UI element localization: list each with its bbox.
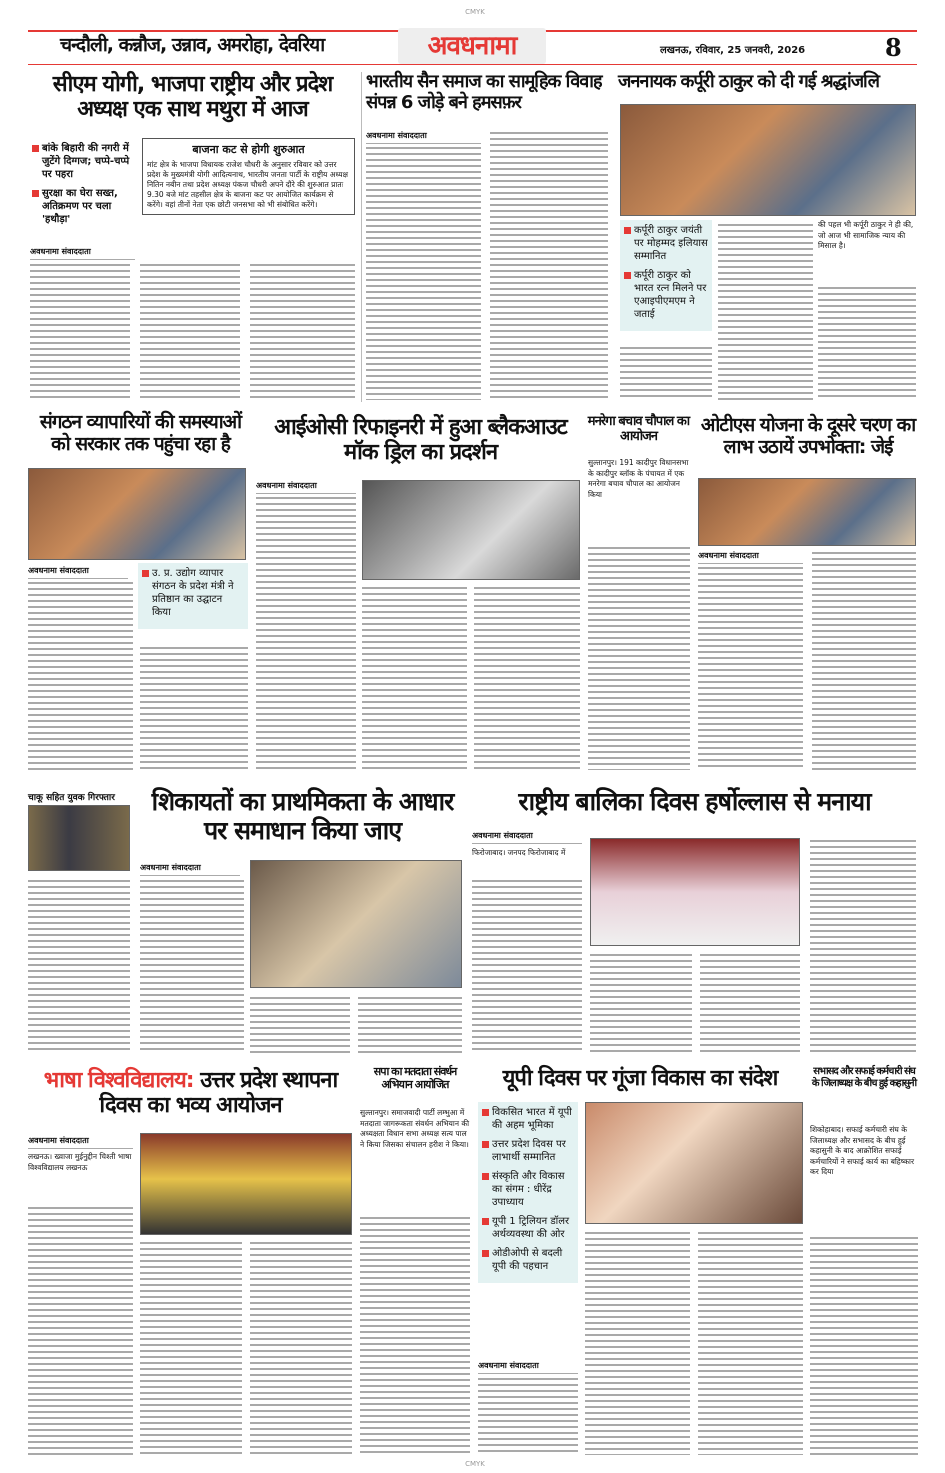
- headline-sapa: सपा का मतदाता संवर्धन अभियान आयोजित: [373, 1065, 457, 1091]
- headline-shikayat: शिकायतों का प्राथमिकता के आधार पर समाधान किया जाए: [151, 787, 454, 845]
- article-snippet: सुल्तानपुर। समाजवादी पार्टी लम्भुआ में मतदाता जागरूकता संवर्धन अभियान की अध्यक्षता विधान सभा अध्यक्ष सत्य पाल ने किया जिसका संचालन हरीश ने किया।: [360, 1108, 470, 1149]
- article-snippet: शिकोहाबाद। सफाई कर्मचारी संघ के जिलाध्यक्ष और सभासद के बीच हुई कहासुनी के बाद आक्रोशित सफाई कर्मचारियों ने सफाई कार्य का बहिष्कार कर दिया: [810, 1125, 915, 1176]
- article-body: [250, 262, 355, 398]
- headline-bhasha-university: [28, 1068, 353, 1119]
- bullets-up-diwas: [478, 1102, 578, 1283]
- article-body: [472, 878, 582, 1052]
- article-body: [810, 838, 916, 1052]
- byline: अवधनामा संवाददाता: [28, 1135, 133, 1149]
- dateline: लखनऊ, रविवार, 25 जनवरी, 2026: [660, 45, 806, 56]
- photo-arrest: [28, 805, 130, 871]
- photo-grievance-meeting: [250, 860, 462, 988]
- headline-black-part: उत्तर प्रदेश स्थापना दिवस का भव्य आयोजन: [99, 1068, 338, 1119]
- byline: अवधनामा संवाददाता: [472, 830, 582, 844]
- article-body: [366, 145, 481, 400]
- article-body: [362, 585, 467, 770]
- box-text: मांट क्षेत्र के भाजपा विधायक राजेश चौधरी के अनुसार रविवार को उत्तर प्रदेश के मुख्यमंत्री योगी आदित्यनाथ, भारतीय जनता पार्टी के राष्ट्रीय अध्यक्ष नितिन नबीन तथा प्रदेश अध्यक्ष पंकज चौधरी अपने दौरे की शुरुआत प्रातः 9.30 बजे मांट तहसील क्षेत्र के बाजना कट पर आयोजित कार्यक्रम से करेंगे। वहां तीनों नेता एक छोटी जनसभा को भी संबोधित करेंगे।: [147, 159, 349, 210]
- photo-girls-day: [590, 838, 800, 946]
- headline-ioc-mock-drill: आईओसी रिफाइनरी में हुआ ब्लैकआउट मॉक ड्रिल का प्रदर्शन: [274, 415, 567, 466]
- article-body: [490, 130, 608, 400]
- article-body: [590, 952, 692, 1052]
- headline-sain-samaj: भारतीय सैन समाज का सामूहिक विवाह संपन्न 6 जोड़े बने हमसफ़र: [366, 71, 602, 113]
- headline-chaku: चाकू सहित युवक गिरफ्तार: [28, 793, 115, 803]
- headline-manrega: मनरेगा बचाव चौपाल का आयोजन: [587, 414, 690, 444]
- bullet: कर्पूरी ठाकुर जयंती पर मोहम्मद इलियास सम्मानित: [624, 224, 708, 263]
- byline: अवधनामा संवाददाता: [698, 550, 803, 564]
- page-number: 8: [885, 33, 901, 62]
- article-body: [250, 995, 350, 1053]
- article-body: [140, 1240, 242, 1455]
- photo-ots-camp: [698, 478, 916, 546]
- article-body: [358, 995, 462, 1053]
- bullets-vyapari: [138, 563, 248, 629]
- article-body: [140, 878, 244, 1053]
- photo-mock-drill: [362, 480, 580, 580]
- article-body: [140, 645, 248, 770]
- article-body: [360, 1215, 470, 1455]
- article-snippet: फिरोजाबाद। जनपद फिरोजाबाद में: [472, 848, 566, 857]
- article-body: [585, 1230, 690, 1455]
- byline: अवधनामा संवाददाता: [478, 1360, 578, 1374]
- byline: अवधनामा संवाददाता: [256, 480, 356, 494]
- bullets-karpoori: [620, 220, 712, 331]
- cmyk-mark-top: CMYK: [465, 8, 485, 16]
- article-body: [256, 495, 356, 770]
- bullets-cm-yogi: [28, 138, 138, 236]
- photo-shop-inauguration: [28, 468, 246, 560]
- article-snippet: सुल्तानपुर। 191 कादीपुर विधानसभा के कादीपुर ब्लॉक के पंचायत में एक मनरेगा बचाव चौपाल का आयोजन किया: [588, 458, 689, 499]
- article-body: [698, 1230, 803, 1455]
- article-body: [588, 545, 690, 770]
- bullet: सुरक्षा का घेरा सख्त, अतिक्रमण पर चला 'हथौड़ा': [32, 187, 134, 226]
- header-rule-bottom: [28, 64, 917, 65]
- bullet: कर्पूरी ठाकुर को भारत रत्न मिलने पर एआइपीएमएम ने जताई: [624, 269, 708, 321]
- article-body: [812, 550, 916, 770]
- bullet: बांके बिहारी की नगरी में जुटेंगे दिग्गज; चप्पे-चप्पे पर पहरा: [32, 142, 134, 181]
- byline: अवधनामा संवाददाता: [366, 130, 481, 144]
- headline-up-diwas: यूपी दिवस पर गूंजा विकास का संदेश: [502, 1066, 778, 1091]
- byline: अवधनामा संवाददाता: [30, 246, 135, 260]
- byline: अवधनामा संवाददाता: [28, 565, 128, 579]
- article-body: [698, 565, 803, 770]
- article-body: [700, 952, 800, 1052]
- column-divider: [361, 72, 362, 402]
- logo: [398, 28, 546, 64]
- article-body: [478, 1376, 578, 1455]
- bullet: संस्कृति और विकास का संगम : धीरेंद्र उपाध्याय: [482, 1170, 574, 1209]
- byline: अवधनामा संवाददाता: [140, 862, 240, 876]
- bullet: उ. प्र. उद्योग व्यापार संगठन के प्रदेश मंत्री ने प्रतिष्ठान का उद्घाटन किया: [142, 567, 244, 619]
- cmyk-mark-bottom: CMYK: [465, 1460, 485, 1468]
- article-body: [140, 262, 240, 398]
- bullet: उत्तर प्रदेश दिवस पर लाभार्थी सम्मानित: [482, 1138, 574, 1164]
- photo-up-diwas-event: [585, 1102, 803, 1224]
- article-body: [28, 878, 130, 1053]
- article-body: [28, 1205, 133, 1455]
- info-box: [142, 138, 355, 215]
- article-body: [30, 262, 130, 398]
- article-body: [718, 222, 813, 400]
- bullet: यूपी 1 ट्रिलियन डॉलर अर्थव्यवस्था की ओर: [482, 1215, 574, 1241]
- headline-vyapari: संगठन व्यापारियों की समस्याओं को सरकार तक पहुंचा रहा है: [39, 411, 242, 455]
- article-body: [28, 580, 133, 770]
- headline-karpoori: जननायक कर्पूरी ठाकुर को दी गई श्रद्धांजलि: [618, 71, 879, 92]
- article-body: [818, 285, 916, 400]
- box-title: बाजना कट से होगी शुरुआत: [192, 143, 305, 156]
- headline-safai-karmachari: सभासद और सफाई कर्मचारी संघ के जिलाध्यक्ष के बीच हुई कहासुनी: [811, 1066, 917, 1089]
- photo-karpoori-tribute: [620, 104, 916, 216]
- article-body: [474, 585, 580, 770]
- district-list: चन्दौली, कन्नौज, उन्नाव, अमरोहा, देवरिया: [60, 34, 325, 56]
- article-snippet: की पहल भी कर्पूरी ठाकुर ने ही की, जो आज भी सामाजिक न्याय की मिसाल है।: [818, 220, 914, 250]
- article-body: [620, 345, 712, 400]
- article-body: [810, 1235, 918, 1455]
- article-body: [250, 1240, 352, 1455]
- headline-balika-diwas: राष्ट्रीय बालिका दिवस हर्षोल्लास से मनाया: [518, 787, 871, 816]
- article-snippet: लखनऊ। ख्वाजा मुईनुद्दीन चिश्ती भाषा विश्वविद्यालय लखनऊ: [28, 1152, 132, 1172]
- logo-text: अवधनामा: [427, 31, 517, 61]
- bullet: ओडीओपी से बदली यूपी की पहचान: [482, 1247, 574, 1273]
- headline-ots: ओटीएस योजना के दूसरे चरण का लाभ उठायें उपभोक्ता: जेई: [700, 414, 916, 458]
- headline-red-part: भाषा विश्वविद्यालय:: [43, 1068, 194, 1093]
- bullet: विकसित भारत में यूपी की अहम भूमिका: [482, 1106, 574, 1132]
- headline-cm-yogi: सीएम योगी, भाजपा राष्ट्रीय और प्रदेश अध्यक्ष एक साथ मथुरा में आज: [52, 72, 333, 123]
- photo-foundation-day: [140, 1133, 352, 1235]
